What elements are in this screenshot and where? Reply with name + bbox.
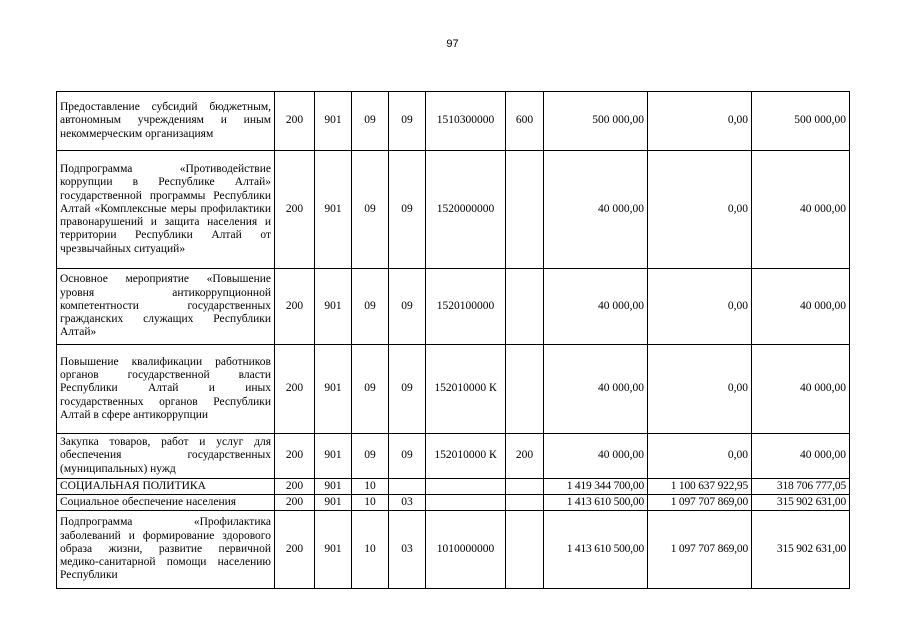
cell-expense-type [506,511,544,589]
cell-target-article: 152010000 К [426,345,506,434]
cell-total: 40 000,00 [544,269,648,345]
cell-dept-code: 901 [315,434,352,479]
cell-dept-code: 901 [315,151,352,269]
cell-federal: 0,00 [648,151,752,269]
cell-regional: 40 000,00 [752,151,850,269]
cell-dept-code: 901 [315,345,352,434]
cell-federal: 0,00 [648,92,752,151]
cell-target-article: 152010000 К [426,434,506,479]
cell-section: 09 [352,269,389,345]
cell-admin-code: 200 [275,345,315,434]
table-row [57,151,850,269]
table-row [57,92,850,151]
cell-subsection: 09 [389,92,426,151]
cell-subsection [389,479,426,495]
row-name: СОЦИАЛЬНАЯ ПОЛИТИКА [57,479,275,495]
cell-dept-code: 901 [315,511,352,589]
cell-total: 1 413 610 500,00 [544,511,648,589]
cell-regional: 40 000,00 [752,345,850,434]
cell-total: 40 000,00 [544,151,648,269]
cell-target-article: 1510300000 [426,92,506,151]
page-number: 97 [446,38,459,50]
cell-federal: 1 100 637 922,95 [648,479,752,495]
cell-target-article: 1520000000 [426,151,506,269]
cell-admin-code: 200 [275,434,315,479]
cell-expense-type: 200 [506,434,544,479]
cell-dept-code: 901 [315,479,352,495]
budget-table [56,91,850,589]
cell-federal: 1 097 707 869,00 [648,495,752,511]
cell-section: 10 [352,495,389,511]
cell-section: 09 [352,92,389,151]
cell-federal: 0,00 [648,345,752,434]
cell-total: 1 419 344 700,00 [544,479,648,495]
cell-admin-code: 200 [275,269,315,345]
table-row [57,345,850,434]
table-row [57,495,850,511]
cell-dept-code: 901 [315,495,352,511]
cell-admin-code: 200 [275,495,315,511]
cell-dept-code: 901 [315,269,352,345]
cell-total: 40 000,00 [544,345,648,434]
row-name: Закупка товаров, работ и услуг для обеспечения государственных (муниципальных) нужд [57,434,275,479]
cell-regional: 315 902 631,00 [752,495,850,511]
cell-admin-code: 200 [275,151,315,269]
cell-expense-type [506,345,544,434]
cell-subsection: 09 [389,151,426,269]
table-row [57,269,850,345]
cell-section: 10 [352,479,389,495]
cell-admin-code: 200 [275,511,315,589]
cell-section: 10 [352,511,389,589]
row-name: Предоставление субсидий бюджетным, автономным учреждениям и иным некоммерческим организациям [57,92,275,151]
cell-federal: 0,00 [648,434,752,479]
cell-expense-type [506,269,544,345]
cell-section: 09 [352,345,389,434]
cell-admin-code: 200 [275,92,315,151]
cell-subsection: 03 [389,495,426,511]
row-name: Социальное обеспечение населения [57,495,275,511]
cell-subsection: 09 [389,345,426,434]
cell-regional: 40 000,00 [752,269,850,345]
cell-federal: 1 097 707 869,00 [648,511,752,589]
cell-regional: 318 706 777,05 [752,479,850,495]
cell-target-article: 1520100000 [426,269,506,345]
cell-target-article [426,479,506,495]
cell-section: 09 [352,151,389,269]
cell-expense-type [506,495,544,511]
row-name: Повышение квалификации работников органов государственной власти Республики Алтай и иных государственных органов Республики Алтай в сфере антикоррупции [57,345,275,434]
cell-target-article [426,495,506,511]
table-row [57,434,850,479]
table-row [57,511,850,589]
table-row [57,479,850,495]
cell-total: 1 413 610 500,00 [544,495,648,511]
cell-expense-type [506,479,544,495]
cell-admin-code: 200 [275,479,315,495]
cell-total: 40 000,00 [544,434,648,479]
cell-regional: 40 000,00 [752,434,850,479]
cell-section: 09 [352,434,389,479]
cell-federal: 0,00 [648,269,752,345]
cell-subsection: 09 [389,434,426,479]
cell-total: 500 000,00 [544,92,648,151]
row-name: Подпрограмма «Противодействие коррупции в Республике Алтай» государственной программы Республики Алтай «Комплексные меры профилактики правонарушений и защита населения и территории Республики Алтай от чрезвычайных ситуаций» [57,151,275,269]
cell-expense-type: 600 [506,92,544,151]
row-name: Подпрограмма «Профилактика заболеваний и формирование здорового образа жизни, развитие первичной медико-санитарной помощи населению Республики [57,511,275,589]
cell-regional: 500 000,00 [752,92,850,151]
row-name: Основное мероприятие «Повышение уровня антикоррупционной компетентности государственных гражданских служащих Республики Алтай» [57,269,275,345]
cell-expense-type [506,151,544,269]
cell-regional: 315 902 631,00 [752,511,850,589]
cell-subsection: 09 [389,269,426,345]
cell-target-article: 1010000000 [426,511,506,589]
cell-subsection: 03 [389,511,426,589]
cell-dept-code: 901 [315,92,352,151]
